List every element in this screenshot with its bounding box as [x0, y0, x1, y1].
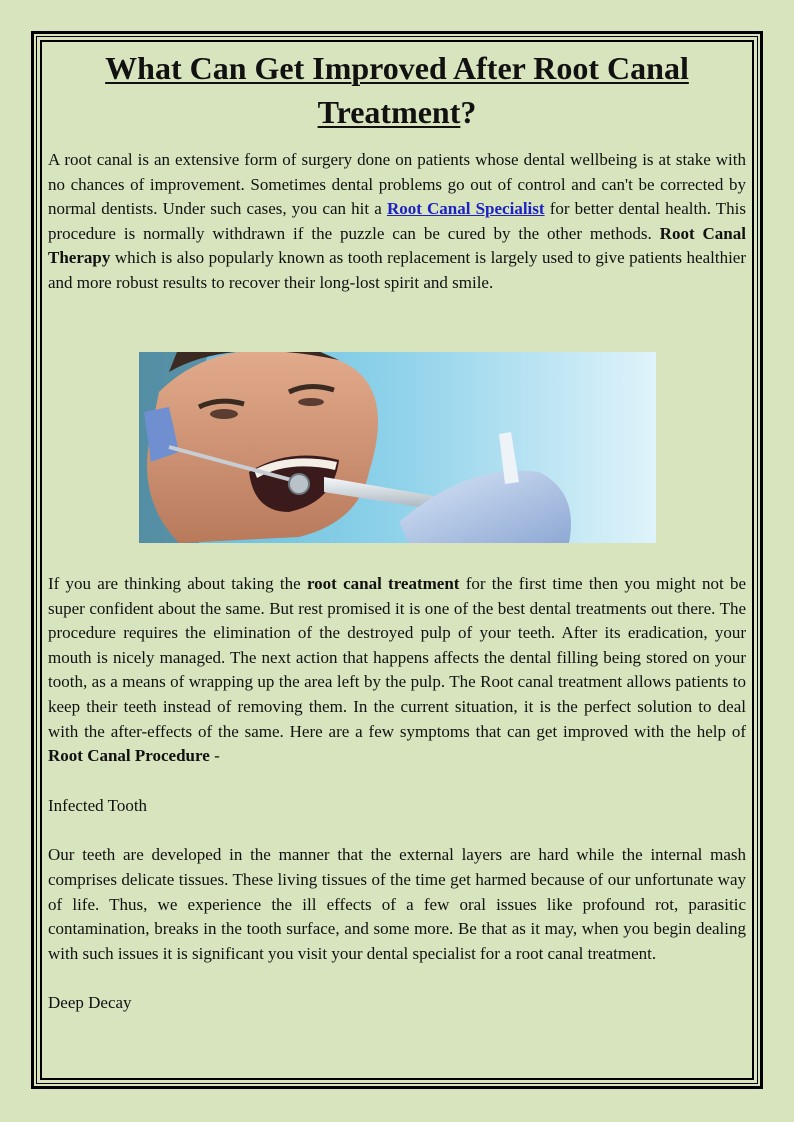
dental-patient-photo	[139, 352, 656, 543]
root-canal-specialist-link[interactable]: Root Canal Specialist	[386, 199, 545, 219]
document-content	[48, 46, 747, 1013]
heading-deep-decay: Deep Decay	[48, 993, 132, 1013]
heading-infected-tooth: Infected Tooth	[48, 795, 148, 815]
treatment-paragraph: If you are thinking about taking the root canal treatment for the first time then you might not be super confident about the same. But rest promised it is one of the best dental treatments out there. The procedure requires the elimination of the destroyed pulp of your teeth. After its eradication, your mouth is nicely managed. The next action that happens affects the dental filling being stored on your tooth, as a means of wrapping up the area left by the pulp. The Root canal treatment allows patients to keep their teeth instead of removing them. In the current situation, it is the perfect solution to deal with the after-effects of the same. Here are a few symptoms that can get improved with the help of Root Canal Procedure -	[48, 574, 746, 766]
page-title: What Can Get Improved After Root Canal Treatment?	[105, 50, 689, 130]
intro-paragraph: A root canal is an extensive form of surgery done on patients whose dental wellbeing is at stake with no chances of improvement. Sometimes dental problems go out of control and can't be corrected by normal dentists. Under such cases, you can hit a Root Canal Specialist for better dental health. This procedure is normally withdrawn if the puzzle can be cured by the other methods. Root Canal Therapy which is also popularly known as tooth replacement is largely used to give patients healthier and more robust results to recover their long-lost spirit and smile.	[48, 150, 747, 292]
infected-tooth-paragraph: Our teeth are developed in the manner that the external layers are hard while the internal mash comprises delicate tissues. These living tissues of the time get harmed because of our unfortunate way of life. Thus, we experience the ill effects of a few oral issues like profound rot, parasitic contamination, breaks in the tooth surface, and some more. Be that as it may, when you begin dealing with such issues it is significant you visit your dental specialist for a root canal treatment.	[48, 845, 746, 963]
